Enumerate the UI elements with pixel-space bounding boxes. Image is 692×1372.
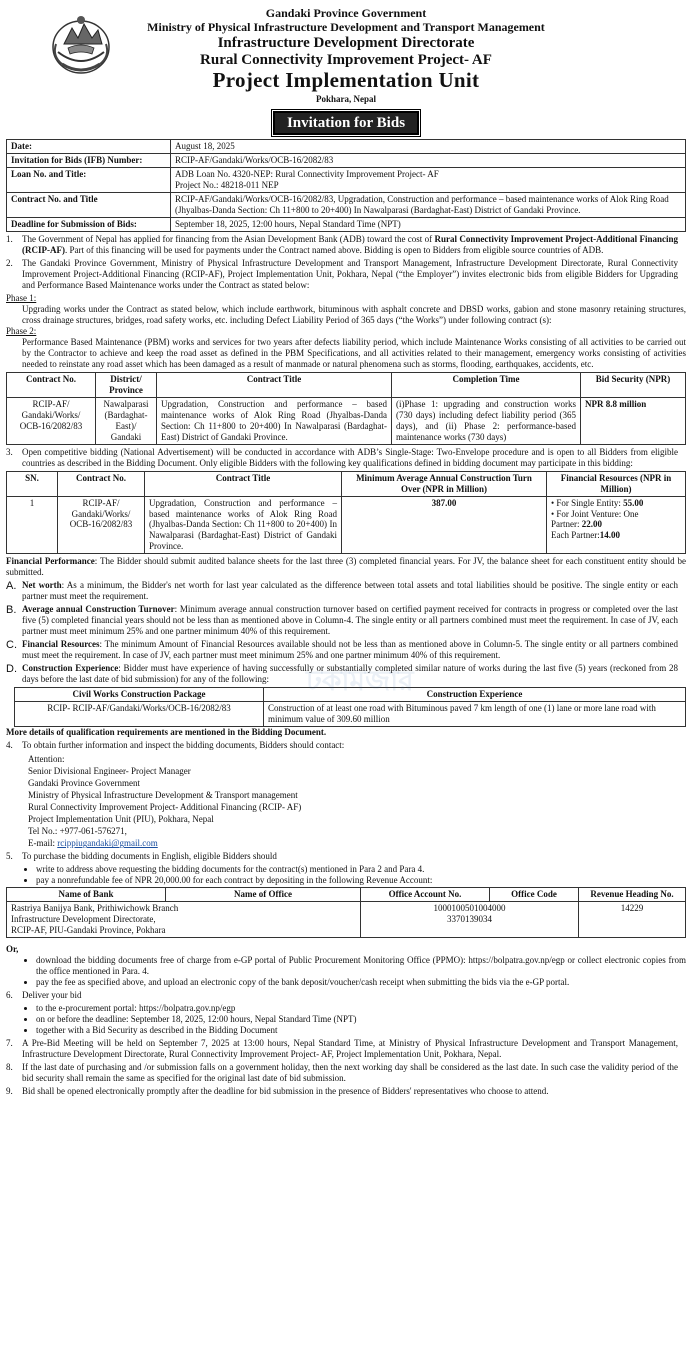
fin-label: Partner:	[551, 519, 582, 530]
financial-performance-label: Financial Performance	[6, 556, 95, 567]
paragraph-text: Open competitive bidding (National Advertisement) will be conducted in accordance with ADB’s Single-Stage: Two-Envelope procedure and is open to all Bidders from eligible countries as described in the Bidding Document. Only eligible Bidders with the following key qualifications defined in bidding document may participate in this bidding:	[22, 446, 678, 468]
header-line-ministry: Ministry of Physical Infrastructure Development and Transport Management	[147, 19, 545, 34]
criterion-letter: D.	[6, 663, 17, 676]
paragraph-text: Bid shall be opened electronically promptly after the deadline for bid submission in the presence of Bidders' representatives who choose to attend.	[22, 1085, 549, 1096]
table-cell: Nawalparasi (Bardaghat-East)/ Gandaki	[96, 397, 157, 444]
column-header: Civil Works Construction Package	[15, 688, 264, 702]
project-name: Rural Connectivity Improvement Project-Additional Financing (RCIP-AF)	[22, 234, 678, 256]
table-row	[7, 193, 686, 218]
financial-performance	[6, 556, 686, 578]
info-label: Deadline for Submission of Bids:	[7, 218, 171, 232]
table-cell: Upgradation, Construction and performance – based maintenance works of Alok Ring Road (Jhyalbas-Danda Section: Ch 11+800 to 20+400) In Nawalparasi (Bardaghat-East) District of Gandaki Province.	[145, 496, 342, 554]
info-label: Contract No. and Title	[7, 193, 171, 218]
header	[6, 0, 686, 139]
paragraph-number: 8.	[6, 1061, 13, 1072]
revenue-heading: 14229	[579, 902, 686, 938]
table-cell: RCIP-AF/ Gandaki/Works/ OCB-16/2082/83	[7, 397, 96, 444]
table-header-row	[7, 888, 686, 902]
table-row	[7, 397, 686, 444]
table-cell	[361, 902, 579, 938]
address-line: Attention:	[28, 753, 65, 764]
turnover-value: 387.00	[342, 496, 547, 554]
paragraph-number: 9.	[6, 1085, 13, 1096]
list-item: • pay a nonrefundable fee of NPR 20,000.00 for each contract by depositing in the following Revenue Account:	[36, 875, 686, 886]
alternative-steps	[6, 955, 686, 988]
list-item: • together with a Bid Security as described in the Bidding Document	[36, 1025, 686, 1036]
fin-label: Each Partner:	[551, 530, 600, 541]
paragraph-1	[6, 234, 686, 256]
header-line-directorate: Infrastructure Development Directorate	[217, 34, 475, 51]
address-line: Rural Connectivity Improvement Project- Additional Financing (RCIP- AF)	[28, 802, 302, 813]
account-no: 1000100501004000	[433, 903, 506, 914]
info-value: RCIP-AF/Gandaki/Works/OCB-16/2082/83, Upgradation, Construction and performance – based maintenance works of Alok Ring Road (Jhyalbas-Danda Section: Ch 11+800 to 20+400) In Nawalparasi (Bardaghat-East) District of Gandaki Province.	[171, 193, 686, 218]
or-label: Or,	[6, 944, 19, 955]
financial-resources-cell	[547, 496, 686, 554]
paragraph-5	[6, 851, 686, 862]
column-header: Name of Office	[166, 888, 361, 902]
info-value	[171, 168, 686, 193]
contact-address	[6, 753, 686, 849]
column-header: District/ Province	[96, 372, 157, 397]
phase-2-title: Phase 2:	[6, 325, 37, 336]
column-header: Office Code	[490, 888, 579, 902]
paragraph-3	[6, 447, 686, 469]
paragraph-text: The Gandaki Province Government, Ministry of Physical Infrastructure Development and Transport Management, Infrastructure Development Directorate, Rural Connectivity Improvement Project-Additional Financing (RCIP-AF), Project Implementation Unit, Pokhara, Nepal (“the Employer”) invites electronic bids from eligible Bidders for Upgrading and Performance Based Maintenance works under the Contract as stated below:	[22, 258, 678, 291]
info-value: August 18, 2025	[171, 140, 686, 154]
criterion-text: : As a minimum, the Bidder's net worth for last year calculated as the difference between total assets and total liabilities should be positive. The single entity or each partner must meet the requirement.	[22, 580, 678, 602]
header-line-government: Gandaki Province Government	[265, 6, 427, 20]
qualification-table	[6, 471, 686, 555]
table-row	[15, 702, 686, 727]
phase-1-text: Upgrading works under the Contract as stated below, which include earthwork, bituminous with asphalt concrete and DBSD works, gabion and stone masonry retaining structures, cross drainage structures, bridges, road safety works, etc. including Defect Liability Period of 365 days (“the Works”) under following contract (s):	[22, 304, 686, 326]
address-line: Ministry of Physical Infrastructure Development & Transport management	[28, 790, 298, 801]
paragraph-number: 3.	[6, 446, 13, 457]
column-header: Financial Resources (NPR in Million)	[547, 471, 686, 496]
phase-2-text: Performance Based Maintenance (PBM) works and services for two years after defects liability period, which include Maintenance Works consisting of all activities to be carried out by the Contractor to achieve and keep the road asset as defined in the PBM Specifications, and all activities related to their management, emergency works consisting of activities needed to reinstate any road asset which has been damaged as a result of manmade or natural phenomena such as storms, flooding, earthquakes, accidents, etc.	[22, 336, 686, 369]
paragraph-text: To purchase the bidding documents in English, eligible Bidders should	[22, 851, 277, 862]
fin-value: 55.00	[623, 497, 644, 508]
criterion-letter: C.	[6, 639, 17, 652]
criterion-letter: A.	[6, 580, 17, 593]
address-line: Tel No.: +977-061-576271,	[28, 826, 127, 837]
paragraph-text: A Pre-Bid Meeting will be held on September 7, 2025 at 13:00 hours, Nepal Standard Time, at Ministry of Physical Infrastructure Development and Transport Management, Infrastructure Development Directorate, Rural Connectivity Improvement Project- AF, Project Implementation Unit, Pokhara, Nepal.	[22, 1037, 678, 1059]
column-header: Contract Title	[145, 471, 342, 496]
info-label: Date:	[7, 140, 171, 154]
project-no-line: Project No.: 48218-011 NEP	[175, 180, 279, 191]
info-label: Invitation for Bids (IFB) Number:	[7, 154, 171, 168]
column-header: Contract No.	[58, 471, 145, 496]
table-row	[7, 168, 686, 193]
fin-value: 22.00	[581, 519, 602, 530]
column-header: Construction Experience	[264, 688, 686, 702]
office-name: Infrastructure Development Directorate,	[11, 914, 156, 925]
paragraph-number: 2.	[6, 258, 13, 269]
bank-table	[6, 887, 686, 938]
paragraph-number: 5.	[6, 851, 13, 862]
paragraph-number: 6.	[6, 990, 13, 1001]
criterion-a	[6, 580, 686, 602]
table-header-row	[7, 372, 686, 397]
bank-name: Rastriya Banijya Bank, Prithiwichowk Branch	[11, 903, 179, 914]
column-header: Contract No.	[7, 372, 96, 397]
header-line-piu: Project Implementation Unit	[212, 68, 480, 93]
column-header: Contract Title	[157, 372, 392, 397]
phase-1-title: Phase 1:	[6, 293, 37, 304]
email-label: E-mail:	[28, 838, 58, 849]
invitation-banner: Invitation for Bids	[273, 111, 419, 135]
fin-label: • For Single Entity:	[551, 497, 624, 508]
criterion-text: : Bidder must have experience of having successfully or substantially completed similar nature of works during the last five (5) years (reckoned from 28 days before the last date of bid submission) for any of the following:	[22, 663, 678, 685]
criterion-label: Average annual Construction Turnover	[22, 604, 175, 615]
paragraph-7	[6, 1038, 686, 1060]
paragraph-9	[6, 1086, 686, 1097]
criterion-b	[6, 604, 686, 637]
watermark-logo: ঢকামজার	[306, 664, 414, 697]
column-header: SN.	[7, 471, 58, 496]
list-item: • to the e-procurement portal: https://bolpatra.gov.np/egp	[36, 1003, 686, 1014]
criterion-letter: B.	[6, 604, 17, 617]
financial-performance-text: : The Bidder should submit audited balance sheets for the last three (3) completed financial years. For JV, the balance sheet for each constituent entity should be submitted.	[6, 556, 686, 578]
purchase-steps	[6, 864, 686, 886]
list-item: • pay the fee as specified above, and upload an electronic copy of the bank deposit/voucher/cash receipt when submitting the bids via the e-GP portal.	[36, 977, 686, 988]
paragraph-number: 7.	[6, 1037, 13, 1048]
bid-security-value: NPR 8.8 million	[581, 397, 686, 444]
criterion-text: : Minimum average annual construction turnover based on certified payment received for contracts in progress or completed over the last five (5) completed financial years should not be less than as mentioned above in Column-4. The single entity or all partners combined must meet the requirement. In case of JV, each partner must meet minimum 25% and one partner minimum 40% of this requirement.	[22, 604, 679, 637]
table-row	[7, 902, 686, 938]
list-item: • write to address above requesting the bidding documents for the contract(s) mentioned in Para 2 and Para 4.	[36, 864, 686, 875]
list-item: • download the bidding documents free of charge from e-GP portal of Public Procurement Monitoring Office (PPMO): https://bolpatra.gov.np/egp or collect electronic copies from the office mentioned in Para. 4.	[36, 955, 686, 977]
column-header: Office Account No.	[361, 888, 490, 902]
column-header: Minimum Average Annual Construction Turn Over (NPR in Million)	[342, 471, 547, 496]
paragraph-text: To obtain further information and inspect the bidding documents, Bidders should contact:	[22, 739, 345, 750]
fin-label: • For Joint Venture: One	[551, 508, 639, 519]
address-line: Project Implementation Unit (PIU), Pokhara, Nepal	[28, 814, 214, 825]
paragraph-text: . Part of this financing will be used for payments under the Contract named above. Bidding is open to Bidders from eligible source countries of ADB.	[65, 245, 604, 256]
nepal-emblem-icon	[50, 14, 112, 76]
list-item: • on or before the deadline: September 18, 2025, 12:00 hours, Nepal Standard Time (NPT)	[36, 1014, 686, 1025]
office-name: RCIP-AF, PIU-Gandaki Province, Pokhara	[11, 925, 166, 936]
info-value: RCIP-AF/Gandaki/Works/OCB-16/2082/83	[171, 154, 686, 168]
paragraph-6	[6, 990, 686, 1001]
column-header: Revenue Heading No.	[579, 888, 686, 902]
table-cell: 1	[7, 496, 58, 554]
office-code: 3370139034	[447, 914, 492, 925]
info-label: Loan No. and Title:	[7, 168, 171, 193]
contract-table	[6, 372, 686, 445]
table-cell	[7, 902, 361, 938]
address-line: Senior Divisional Engineer- Project Manager	[28, 765, 191, 776]
table-cell: RCIP- RCIP-AF/Gandaki/Works/OCB-16/2082/83	[15, 702, 264, 727]
header-line-project: Rural Connectivity Improvement Project- AF	[200, 51, 492, 68]
paragraph-number: 1.	[6, 234, 13, 245]
criterion-c	[6, 639, 686, 661]
loan-line: ADB Loan No. 4320-NEP: Rural Connectivity Improvement Project- AF	[175, 169, 439, 180]
paragraph-4	[6, 740, 686, 751]
column-header: Completion Time	[392, 372, 581, 397]
paragraph-text: The Government of Nepal has applied for financing from the Asian Development Bank (ADB) toward the cost of	[22, 234, 435, 245]
fin-value: 14.00	[599, 530, 620, 541]
criterion-label: Net worth	[22, 580, 62, 591]
header-line-location: Pokhara, Nepal	[315, 94, 376, 105]
paragraph-8	[6, 1062, 686, 1084]
delivery-steps	[6, 1003, 686, 1036]
table-header-row	[7, 471, 686, 496]
table-row	[7, 496, 686, 554]
ifb-notice	[6, 0, 686, 1097]
criterion-text: : The minimum Amount of Financial Resources available should not be less than as mentioned above in Column-5. The single entity or all partners combined must meet the requirement. In case of JV, each partner must meet minimum 25% and one partner minimum 40% of this requirement.	[22, 639, 678, 661]
table-cell: (i)Phase 1: upgrading and construction works (730 days) including defect liability period (365 days), and (ii) Phase 2: performance-based maintenance works (730 days)	[392, 397, 581, 444]
paragraph-number: 4.	[6, 739, 13, 750]
table-row	[7, 154, 686, 168]
table-cell: RCIP-AF/ Gandaki/Works/ OCB-16/2082/83	[58, 496, 145, 554]
criterion-label: Financial Resources	[22, 639, 100, 650]
table-row	[7, 140, 686, 154]
more-details-note: More details of qualification requirements are mentioned in the Bidding Document.	[6, 726, 327, 737]
email-link[interactable]: rcippiugandaki@gmail.com	[57, 838, 158, 849]
table-cell: Upgradation, Construction and performance – based maintenance works of Alok Ring Road (Jhyalbas-Danda Section: Ch 11+800 to 20+400) In Nawalparasi (Bardaghat-East) District of Gandaki Province.	[157, 397, 392, 444]
address-line: Gandaki Province Government	[28, 777, 140, 788]
column-header: Name of Bank	[7, 888, 166, 902]
info-value: September 18, 2025, 12:00 hours, Nepal Standard Time (NPT)	[171, 218, 686, 232]
bid-info-table	[6, 139, 686, 232]
paragraph-text: If the last date of purchasing and /or submission falls on a government holiday, then the next working day shall be considered as the last date. In such case the validity period of the bid security shall remain the same as specified for the original last date of bid submission.	[22, 1061, 678, 1083]
table-row	[7, 218, 686, 232]
column-header: Bid Security (NPR)	[581, 372, 686, 397]
criterion-label: Construction Experience	[22, 663, 119, 674]
table-cell: Construction of at least one road with Bituminous paved 7 km length of one (1) lane or more lane road with minimum value of 309.60 million	[264, 702, 686, 727]
paragraph-text: Deliver your bid	[22, 990, 82, 1001]
paragraph-2	[6, 258, 686, 291]
